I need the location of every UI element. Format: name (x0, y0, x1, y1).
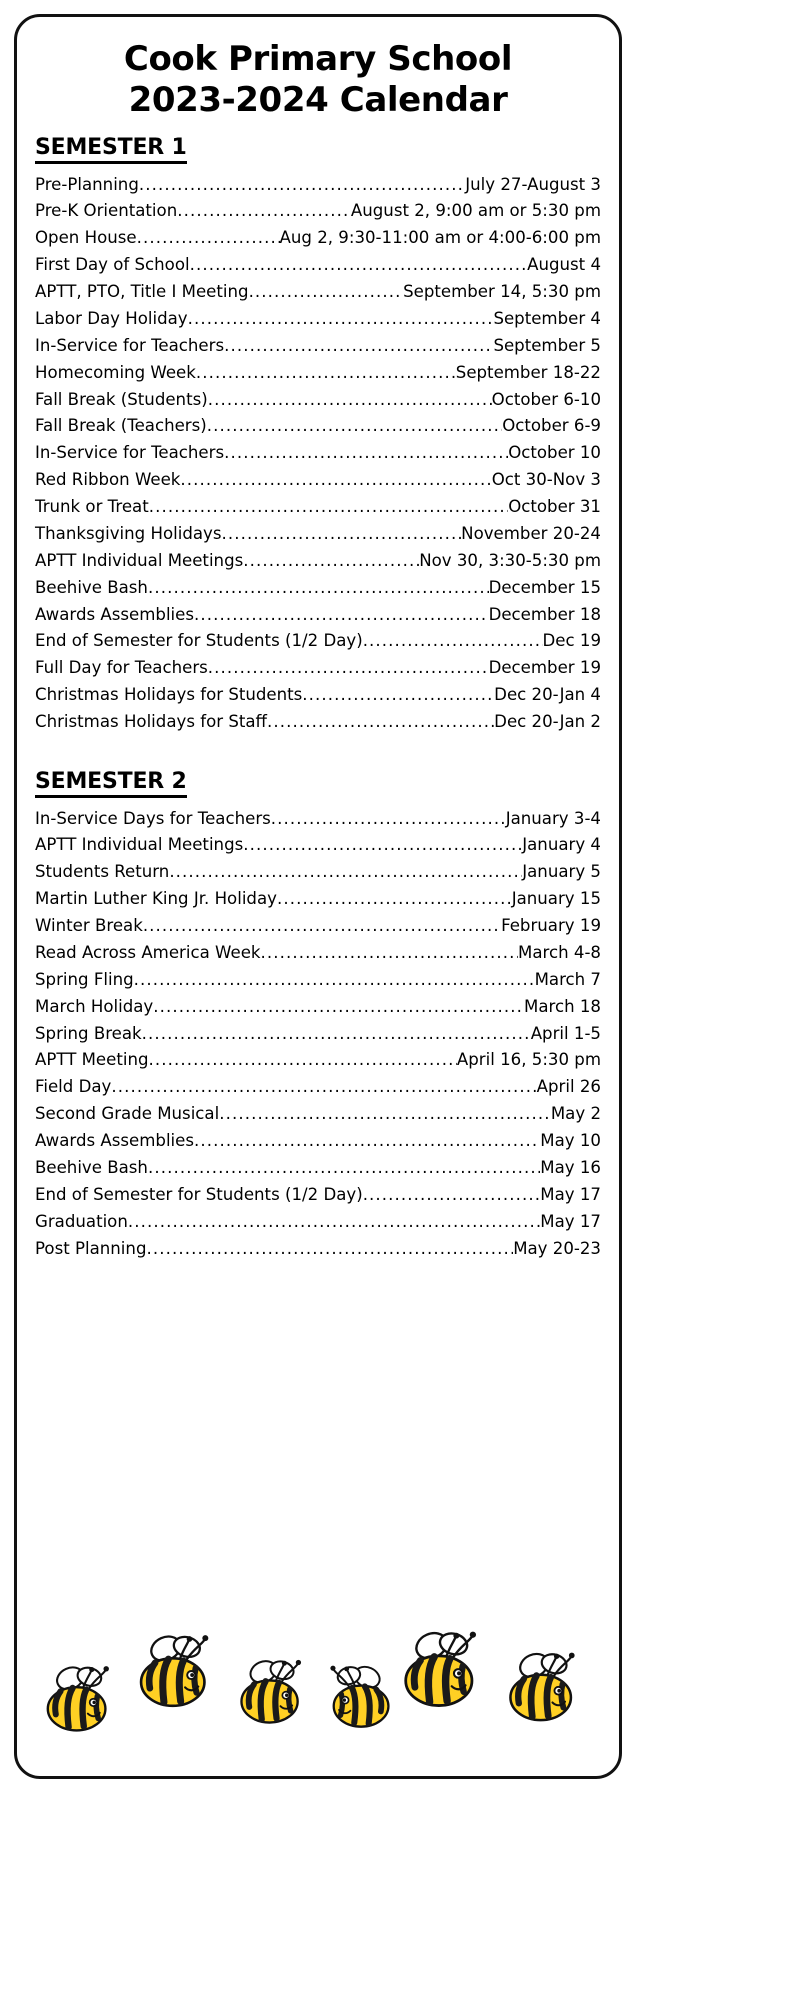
calendar-row (35, 655, 601, 682)
calendar-row-date: May 10 (540, 1131, 601, 1151)
calendar-row (35, 1182, 601, 1209)
calendar-row (35, 913, 601, 940)
calendar-row (35, 521, 601, 548)
calendar-row-date: Aug 2, 9:30-11:00 am or 4:00-6:00 pm (279, 228, 601, 248)
calendar-row-label: Pre-Planning (35, 174, 139, 194)
semester-2-section (35, 770, 601, 1263)
dot-leader (277, 886, 512, 913)
calendar-row-label: Awards Assemblies (35, 1131, 195, 1151)
calendar-row-label: Pre-K Orientation (35, 201, 178, 221)
section-spacer (35, 736, 601, 756)
calendar-row (35, 333, 601, 360)
bee-icon (127, 1624, 224, 1724)
calendar-row-label: Homecoming Week (35, 362, 196, 382)
dot-leader (148, 1155, 540, 1182)
calendar-row-date: December 18 (488, 604, 601, 624)
calendar-row-label: In-Service Days for Teachers (35, 808, 271, 828)
calendar-row (35, 806, 601, 833)
dot-leader (134, 967, 535, 994)
calendar-row (35, 682, 601, 709)
calendar-row-date: March 4-8 (518, 942, 601, 962)
calendar-row-date: September 5 (493, 335, 601, 355)
dot-leader (194, 1128, 540, 1155)
bee-icon (229, 1650, 315, 1739)
calendar-row (35, 1021, 601, 1048)
calendar-row-label: Christmas Holidays for Students (35, 685, 303, 705)
calendar-row-date: May 2 (550, 1104, 601, 1124)
calendar-row-label: Thanksgiving Holidays (35, 523, 222, 543)
calendar-row-date: August 2, 9:00 am or 5:30 pm (350, 201, 601, 221)
dot-leader (142, 1021, 531, 1048)
calendar-row-date: April 16, 5:30 pm (456, 1050, 601, 1070)
calendar-row (35, 387, 601, 414)
calendar-page (14, 14, 622, 1779)
calendar-row (35, 1074, 601, 1101)
calendar-row (35, 494, 601, 521)
calendar-row-label: End of Semester for Students (1/2 Day) (35, 1184, 363, 1204)
calendar-row-date: October 6-10 (491, 389, 601, 409)
page-title (35, 39, 601, 122)
dot-leader (249, 279, 404, 306)
calendar-row-date: January 5 (522, 862, 601, 882)
calendar-row-date: January 3-4 (505, 808, 601, 828)
dot-leader (271, 806, 506, 833)
dot-leader (188, 306, 494, 333)
calendar-row-label: APTT Meeting (35, 1050, 149, 1070)
calendar-row (35, 832, 601, 859)
calendar-row-label: Spring Fling (35, 969, 134, 989)
calendar-row (35, 413, 601, 440)
page-title-line-1: Cook Primary School (123, 39, 513, 79)
calendar-row (35, 252, 601, 279)
calendar-row-label: Students Return (35, 862, 170, 882)
calendar-row-label: Winter Break (35, 916, 143, 936)
dot-leader (224, 440, 508, 467)
dot-leader (190, 252, 528, 279)
semester-2-rows (35, 806, 601, 1263)
bee-icon (35, 1656, 123, 1747)
calendar-row-label: Beehive Bash (35, 577, 148, 597)
calendar-row-label: Read Across America Week (35, 942, 261, 962)
dot-leader (137, 225, 280, 252)
calendar-row (35, 602, 601, 629)
calendar-row-date: July 27-August 3 (465, 174, 601, 194)
calendar-row-date: January 4 (522, 835, 601, 855)
dot-leader (196, 360, 456, 387)
calendar-row-label: APTT, PTO, Title I Meeting (35, 282, 249, 302)
calendar-row (35, 1209, 601, 1236)
dot-leader (207, 413, 502, 440)
calendar-row-date: December 15 (488, 577, 601, 597)
dot-leader (267, 709, 494, 736)
calendar-row (35, 709, 601, 736)
dot-leader (219, 1101, 551, 1128)
calendar-row (35, 1101, 601, 1128)
dot-leader (143, 913, 501, 940)
calendar-row-date: January 15 (511, 889, 601, 909)
calendar-row-date: May 17 (540, 1211, 601, 1231)
semester-2-heading: SEMESTER 2 (35, 770, 187, 798)
calendar-row-date: October 6-9 (502, 416, 601, 436)
dot-leader (194, 602, 489, 629)
calendar-row-date: March 7 (534, 969, 601, 989)
dot-leader (177, 198, 351, 225)
calendar-row (35, 467, 601, 494)
dot-leader (224, 333, 493, 360)
calendar-row (35, 1047, 601, 1074)
calendar-row-date: Dec 20-Jan 2 (494, 712, 601, 732)
dot-leader (363, 628, 543, 655)
calendar-row-label: First Day of School (35, 255, 190, 275)
calendar-row (35, 440, 601, 467)
semester-1-rows (35, 172, 601, 736)
dot-leader (363, 1182, 541, 1209)
calendar-row-date: Oct 30-Nov 3 (491, 470, 601, 490)
dot-leader (261, 940, 519, 967)
dot-leader (128, 1209, 540, 1236)
dot-leader (111, 1074, 536, 1101)
dot-leader (149, 1047, 457, 1074)
dot-leader (243, 832, 522, 859)
calendar-row (35, 1155, 601, 1182)
calendar-row-date: April 26 (536, 1077, 601, 1097)
calendar-row-date: May 20-23 (513, 1238, 601, 1258)
calendar-row (35, 575, 601, 602)
calendar-row-date: April 1-5 (530, 1023, 601, 1043)
calendar-row (35, 628, 601, 655)
bee-icon (317, 1656, 401, 1743)
calendar-row (35, 548, 601, 575)
calendar-row-label: Second Grade Musical (35, 1104, 220, 1124)
calendar-row-date: November 20-24 (461, 523, 601, 543)
calendar-row-label: Christmas Holidays for Staff (35, 712, 267, 732)
page-title-line-2: 2023-2024 Calendar (128, 80, 508, 121)
calendar-row-label: In-Service for Teachers (35, 335, 225, 355)
calendar-row-label: Graduation (35, 1211, 128, 1231)
calendar-row-label: Trunk or Treat (35, 497, 149, 517)
calendar-row-date: Dec 19 (542, 631, 601, 651)
calendar-row-label: APTT Individual Meetings (35, 835, 244, 855)
dot-leader (169, 859, 522, 886)
calendar-row-label: Spring Break (35, 1023, 142, 1043)
calendar-row-label: Martin Luther King Jr. Holiday (35, 889, 277, 909)
calendar-row-label: Fall Break (Students) (35, 389, 208, 409)
semester-1-heading: SEMESTER 1 (35, 136, 187, 164)
dot-leader (208, 387, 492, 414)
calendar-row-label: Fall Break (Teachers) (35, 416, 207, 436)
calendar-row-date: March 18 (524, 996, 601, 1016)
calendar-row-date: September 4 (493, 308, 601, 328)
calendar-row-label: Beehive Bash (35, 1157, 148, 1177)
calendar-row-label: March Holiday (35, 996, 154, 1016)
calendar-row-date: December 19 (488, 658, 601, 678)
calendar-row-date: May 16 (540, 1157, 601, 1177)
calendar-row (35, 967, 601, 994)
calendar-row (35, 225, 601, 252)
dot-leader (149, 494, 508, 521)
calendar-row-date: Nov 30, 3:30-5:30 pm (419, 550, 601, 570)
calendar-row-date: September 14, 5:30 pm (403, 282, 601, 302)
calendar-row-label: Open House (35, 228, 137, 248)
semester-1-section (35, 136, 601, 736)
calendar-row (35, 306, 601, 333)
calendar-row (35, 994, 601, 1021)
calendar-row-date: October 10 (508, 443, 601, 463)
calendar-row-label: Field Day (35, 1077, 112, 1097)
dot-leader (180, 467, 491, 494)
calendar-row-label: Awards Assemblies (35, 604, 195, 624)
calendar-row (35, 172, 601, 199)
calendar-row (35, 940, 601, 967)
calendar-row-label: Post Planning (35, 1238, 147, 1258)
calendar-row-label: Labor Day Holiday (35, 308, 188, 328)
calendar-row (35, 198, 601, 225)
calendar-row-date: September 18-22 (455, 362, 601, 382)
calendar-row (35, 279, 601, 306)
calendar-row-date: February 19 (501, 916, 601, 936)
bee-icon (497, 1642, 589, 1738)
calendar-row-date: August 4 (527, 255, 601, 275)
calendar-row (35, 1236, 601, 1263)
calendar-row-label: Red Ribbon Week (35, 470, 181, 490)
calendar-row-date: Dec 20-Jan 4 (494, 685, 601, 705)
dot-leader (243, 548, 419, 575)
bee-icon (391, 1620, 492, 1725)
calendar-row-label: Full Day for Teachers (35, 658, 208, 678)
calendar-row (35, 360, 601, 387)
dot-leader (208, 655, 489, 682)
calendar-row-label: In-Service for Teachers (35, 443, 225, 463)
calendar-row (35, 859, 601, 886)
bee-decoration-strip (17, 1610, 619, 1760)
dot-leader (146, 1236, 513, 1263)
calendar-row-date: May 17 (540, 1184, 601, 1204)
calendar-row-label: End of Semester for Students (1/2 Day) (35, 631, 363, 651)
calendar-row (35, 1128, 601, 1155)
calendar-row-date: October 31 (508, 497, 601, 517)
dot-leader (222, 521, 462, 548)
calendar-row-label: APTT Individual Meetings (35, 550, 244, 570)
dot-leader (139, 172, 465, 199)
dot-leader (302, 682, 494, 709)
dot-leader (153, 994, 524, 1021)
dot-leader (148, 575, 489, 602)
calendar-row (35, 886, 601, 913)
